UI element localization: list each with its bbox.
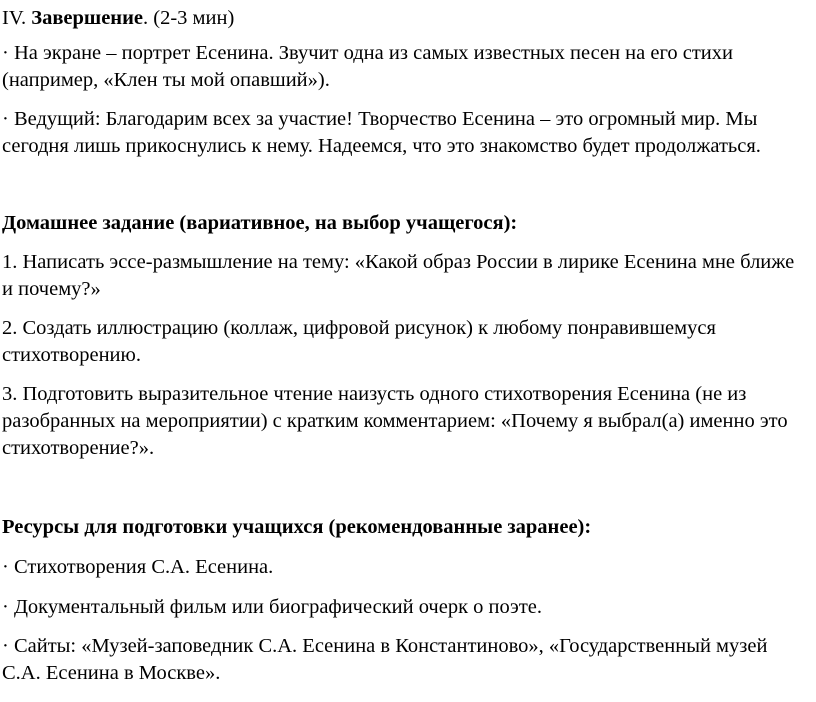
resources-heading	[2, 514, 810, 541]
homework-item: 3. Подготовить выразительное чтение наизусть одного стихотворения Есенина (не из разобранных на мероприятии) с кратким комментарием: «Почему я выбрал(а) именно это стихотворение?».	[2, 383, 788, 459]
resources-heading-text: Ресурсы для подготовки учащихся (рекомендованные заранее):	[2, 516, 592, 538]
section-title: Завершение	[31, 7, 144, 29]
resource-item: · Документальный фильм или биографический очерк о поэте.	[2, 596, 543, 618]
screen-paragraph: · На экране – портрет Есенина. Звучит одна из самых известных песен на его стихи (например, «Клен ты мой опавший»).	[2, 42, 733, 91]
section-duration: . (2-3 мин)	[143, 7, 235, 29]
homework-item: 2. Создать иллюстрацию (коллаж, цифровой рисунок) к любому понравившемуся стихотворению.	[2, 317, 716, 366]
host-paragraph: · Ведущий: Благодарим всех за участие! Творчество Есенина – это огромный мир. Мы сегодня лишь прикоснулись к нему. Надеемся, что это знакомство будет продолжаться.	[2, 108, 761, 157]
resource-item: · Сайты: «Музей-заповедник С.А. Есенина в Константиново», «Государственный музей С.А. Есенина в Москве».	[2, 635, 768, 684]
section-numeral: IV.	[2, 7, 27, 29]
section-header	[2, 5, 810, 32]
homework-item: 1. Написать эссе-размышление на тему: «Какой образ России в лирике Есенина мне ближе и почему?»	[2, 251, 795, 300]
homework-heading	[2, 210, 810, 237]
homework-heading-text: Домашнее задание (вариативное, на выбор учащегося):	[2, 212, 518, 234]
resource-item: · Стихотворения С.А. Есенина.	[2, 556, 274, 578]
